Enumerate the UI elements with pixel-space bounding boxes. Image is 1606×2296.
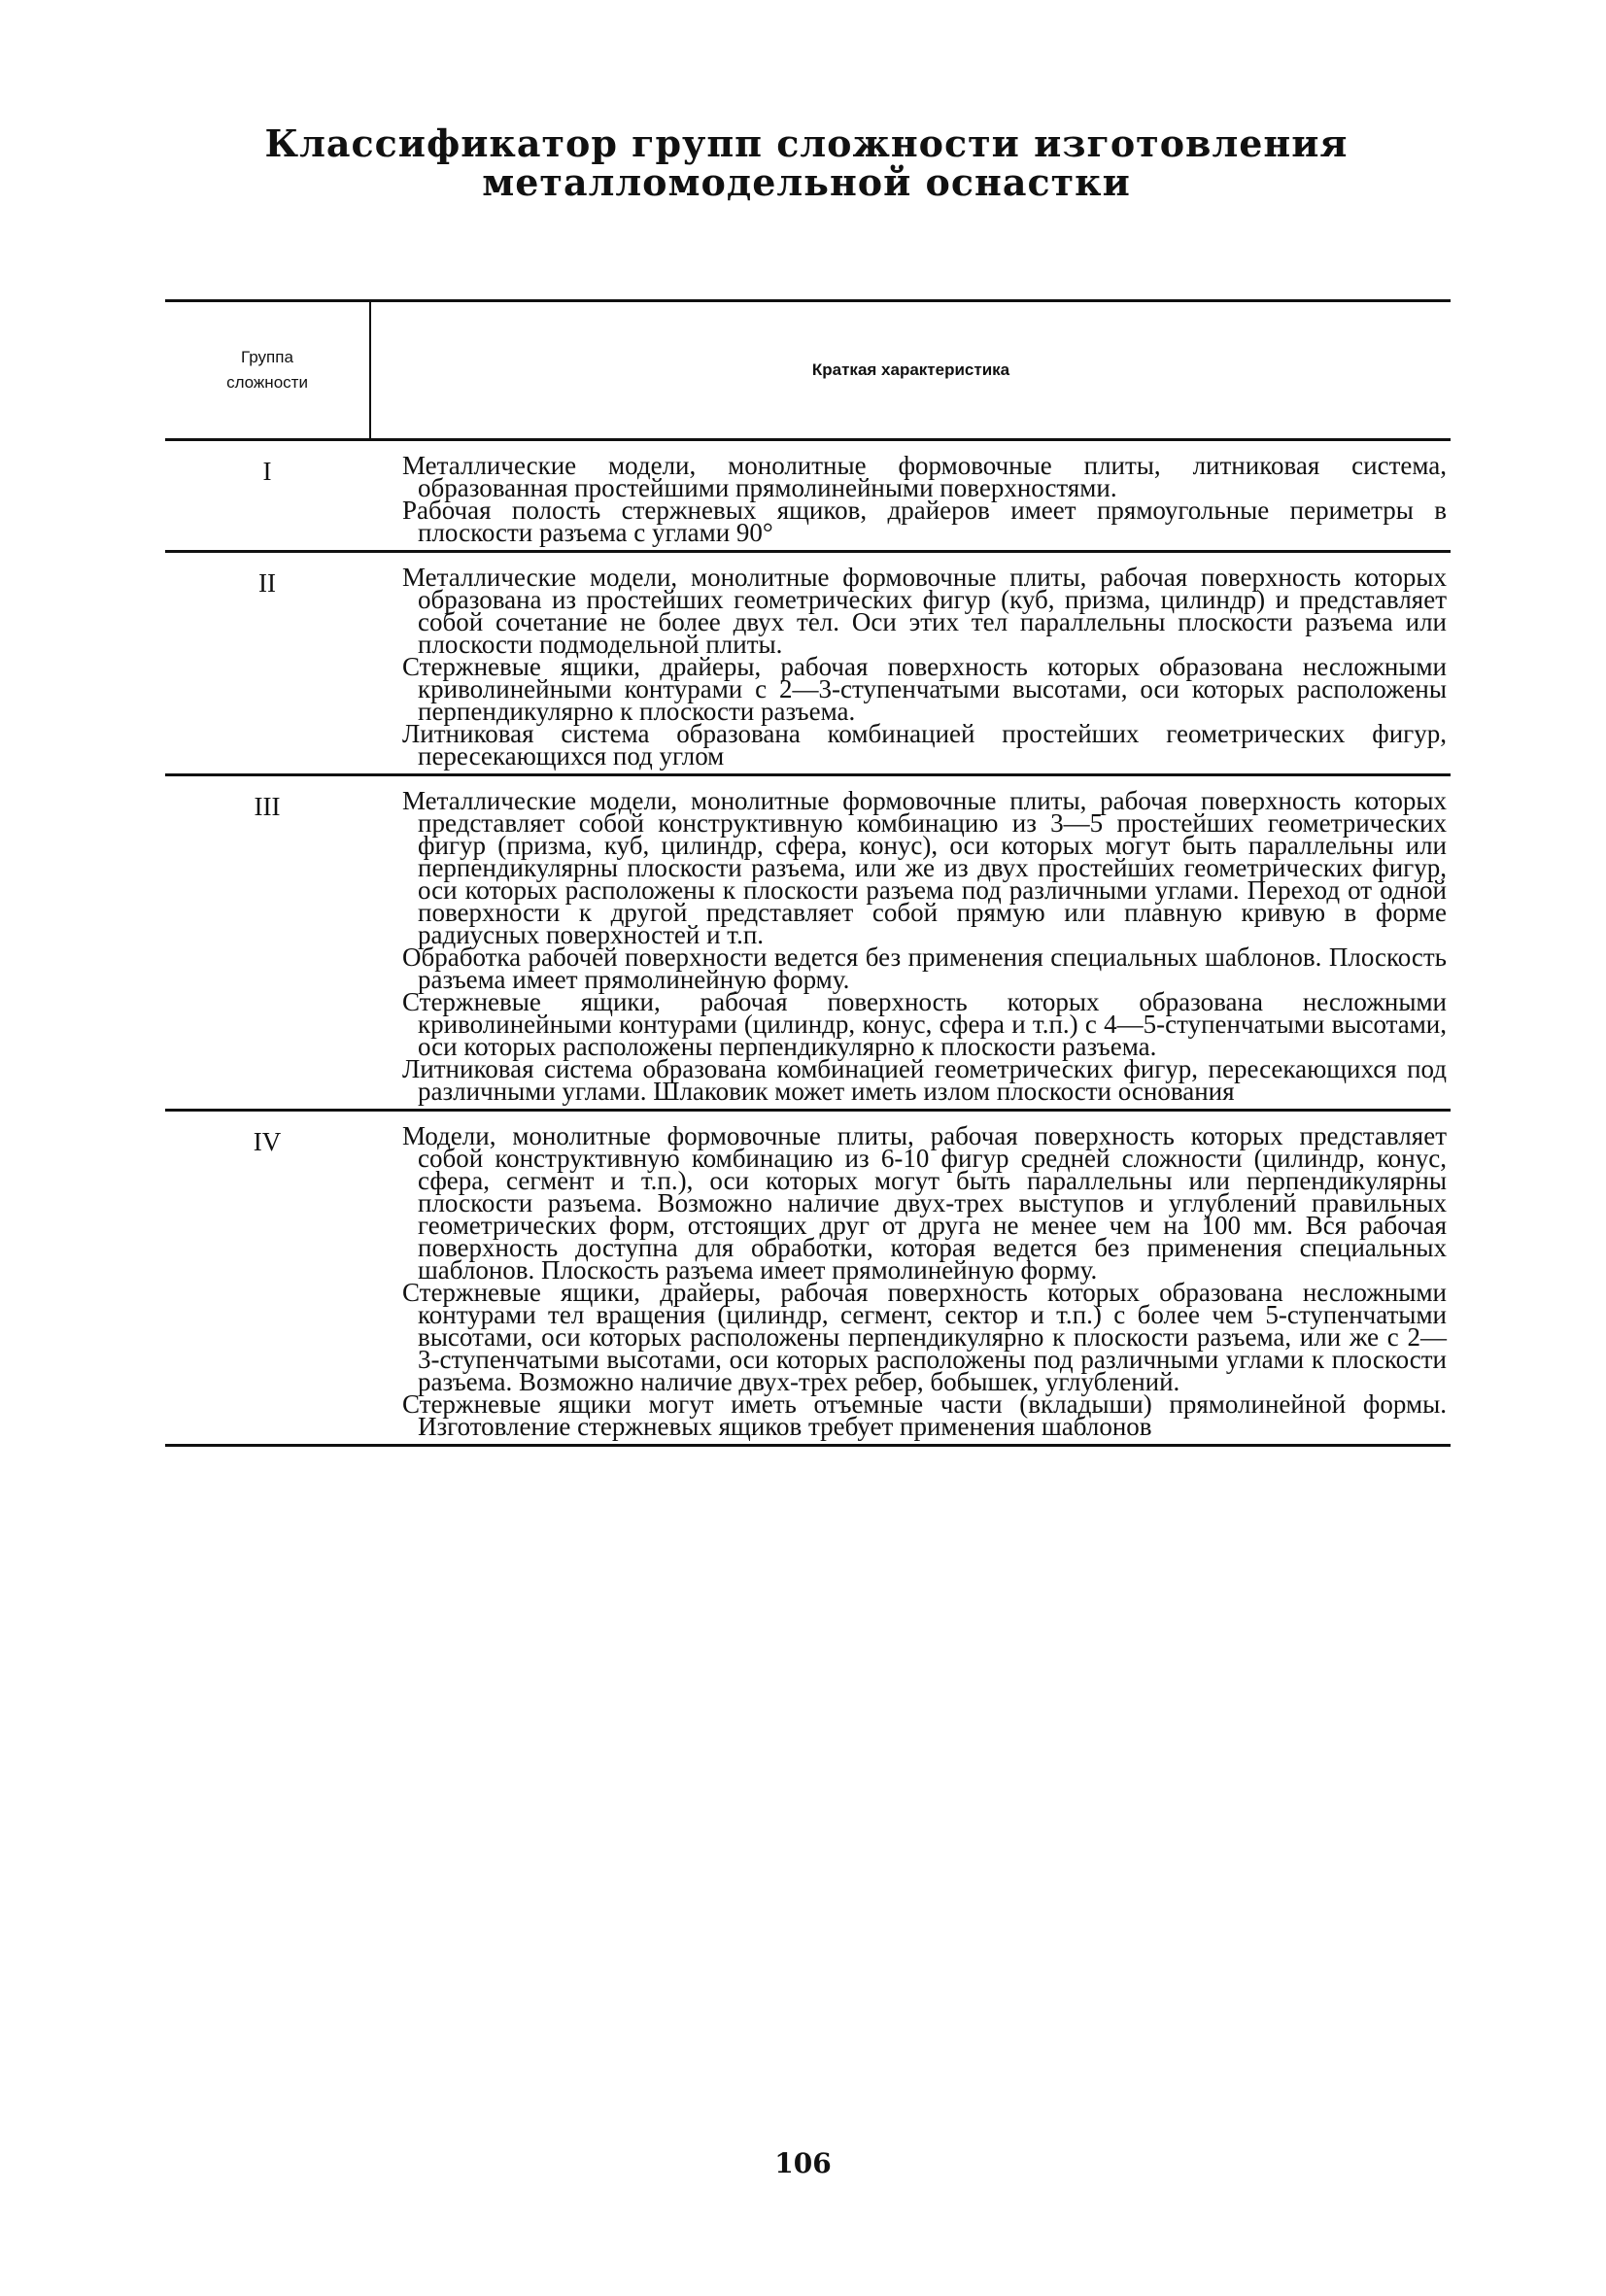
row-description: [369, 1121, 1451, 1441]
description-paragraph: Литниковая система образована комбинацией простейших геометрических фигур, пересекающихся под углом: [402, 719, 1447, 771]
page-title: [155, 121, 1457, 204]
header-description: Краткая характеристика: [811, 360, 1010, 379]
description-paragraph: Рабочая полость стержневых ящиков, драйеров имеет прямоугольные периметры в плоскости разъема с углами 90°: [402, 496, 1447, 547]
description-paragraph: Стержневые ящики могут иметь отъемные части (вкладыши) прямолинейной формы. Изготовление стержневых ящиков требует применения шаблонов: [402, 1389, 1447, 1441]
description-paragraph: Металлические модели, монолитные формовочные плиты, литниковая система, образованная простейшими прямолинейными поверхностями.: [402, 451, 1447, 502]
description-paragraph: Стержневые ящики, драйеры, рабочая поверхность которых образована несложными криволинейными контурами с 2—3-ступенчатыми высотами, оси которых расположены перпендикулярно к плоскости разъема.: [402, 652, 1447, 726]
description-paragraph: Металлические модели, монолитные формовочные плиты, рабочая поверхность которых образована из простейших геометрических фигур (куб, призма, цилиндр) и представляет собой сочетание не более двух тел. Оси этих тел параллельны плоскости разъема или плоскости подмодельной плиты.: [402, 563, 1447, 659]
description-paragraph: Стержневые ящики, драйеры, рабочая поверхность которых образована несложными контурами тел вращения (цилиндр, сегмент, сектор и т.п.) с более чем 5-ступенчатыми высотами, оси которых расположены перпендикулярно к плоскости разъема, или же с 2—3-ступенчатыми высотами, оси которых расположены под различными углами к плоскости разъема. Возможно наличие двух-трех ребер, бобышек, углублений.: [402, 1278, 1447, 1396]
description-paragraph: Обработка рабочей поверхности ведется без применения специальных шаблонов. Плоскость разъема имеет прямолинейную форму.: [402, 942, 1447, 994]
table-row: [165, 1112, 1451, 1444]
group-numeral: II: [258, 568, 276, 598]
description-paragraph: Модели, монолитные формовочные плиты, рабочая поверхность которых представляет собой конструктивную комбинацию из 6-10 фигур средней сложности (цилиндр, конус, сфера, сегмент и т.п.), оси которых могут быть параллельны или перпендикулярны плоскости разъема. Возможно наличие двух-трех выступов и углублений правильных геометрических форм, отстоящих друг от друга не менее чем на 100 мм. Вся рабочая поверхность доступна для обработки, которая ведется без применения специальных шаблонов. Плоскость разъема имеет прямолинейную форму.: [402, 1121, 1447, 1285]
header-group: Группа сложности: [165, 302, 371, 438]
table-bottom-rule: [165, 1444, 1451, 1447]
table-row: [165, 441, 1451, 550]
group-numeral: III: [254, 792, 281, 821]
page-number: 106: [774, 2147, 832, 2179]
group-numeral: I: [262, 457, 272, 486]
table-row: [165, 553, 1451, 773]
group-numeral: IV: [253, 1127, 282, 1156]
table-row: [165, 776, 1451, 1109]
description-paragraph: Металлические модели, монолитные формовочные плиты, рабочая поверхность которых представляет собой конструктивную комбинацию из 3—5 простейших геометрических фигур (призма, куб, цилиндр, сфера, конус), оси которых могут быть параллельны или перпендикулярны плоскости разъема, или же из двух простейших геометрических фигур, оси которых расположены к плоскости разъема под различными углами. Переход от одной поверхности к другой представляет собой прямую или плавную кривую в форме радиусных поверхностей и т.п.: [402, 786, 1447, 949]
description-paragraph: Литниковая система образована комбинацией геометрических фигур, пересекающихся под различными углами. Шлаковик может иметь излом плоскости основания: [402, 1054, 1447, 1106]
title-line-1: Классификатор групп сложности изготовления: [264, 121, 1349, 165]
title-line-2: металломодельной оснастки: [482, 160, 1131, 204]
classification-table: [165, 299, 1451, 1447]
row-description: [369, 451, 1451, 547]
row-description: [369, 563, 1451, 771]
table-header: [165, 302, 1451, 438]
row-description: [369, 786, 1451, 1106]
description-paragraph: Стержневые ящики, рабочая поверхность которых образована несложными криволинейными контурами (цилиндр, конус, сфера и т.п.) с 4—5-ступенчатыми высотами, оси которых расположены перпендикулярно к плоскости разъема.: [402, 987, 1447, 1061]
